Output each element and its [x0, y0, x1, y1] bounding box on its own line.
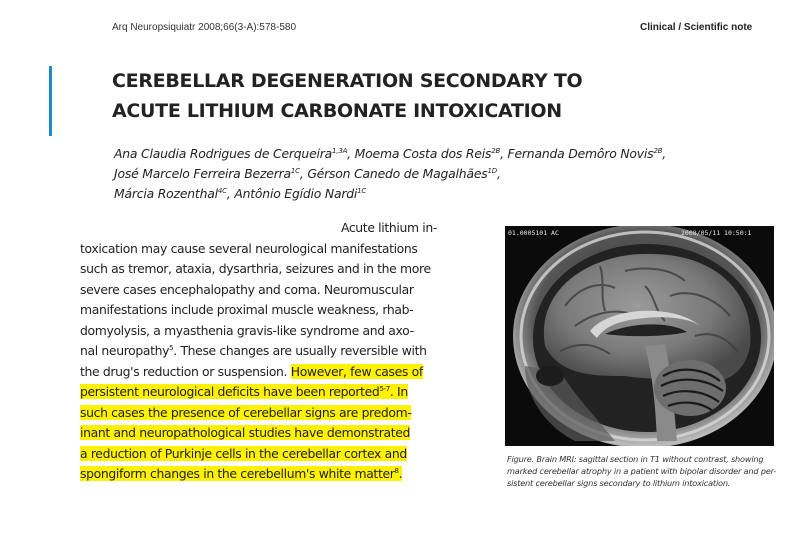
- author-affiliation: 1C: [357, 187, 367, 195]
- citation-ref: 8: [394, 467, 399, 475]
- mri-figure: [505, 226, 774, 446]
- section-label: Clinical / Scientific note: [640, 22, 753, 33]
- body-text-span: .: [398, 466, 403, 481]
- author-affiliation: 2B: [491, 147, 501, 155]
- caption-line: marked cerebellar atrophy in a patient with bipolar disorder and per-: [507, 466, 777, 476]
- body-line: [80, 423, 445, 444]
- highlighted-text: [80, 384, 408, 399]
- figure-caption: [507, 453, 777, 489]
- body-line: such as tremor, ataxia, dysarthria, seizures and in the more: [80, 261, 431, 276]
- body-text-span: persistent neurological deficits have been reported: [80, 384, 380, 399]
- body-line: [80, 341, 445, 362]
- journal-citation: Arq Neuropsiquiatr 2008;66(3-A):578-580: [112, 22, 296, 33]
- author-line: Márcia Rozenthal$^{4C}$, Antônio Egídio Nardi$^{1C}$: [114, 186, 367, 201]
- body-line: domyolysis, a myasthenia gravis-like syndrome and axo-: [80, 322, 414, 338]
- author-affiliation: 1,3A: [332, 147, 348, 155]
- author-name: Fernanda Demôro Novis: [507, 146, 654, 161]
- author-name: Ana Claudia Rodrigues de Cerqueira: [114, 146, 333, 161]
- author-list: [114, 144, 714, 204]
- caption-line: sistent cerebellar signs secondary to lithium intoxication.: [507, 478, 731, 488]
- author-name: Moema Costa dos Reis: [354, 146, 492, 161]
- citation-ref: 5: [169, 344, 174, 352]
- title-line: ACUTE LITHIUM CARBONATE INTOXICATION: [112, 100, 562, 122]
- body-line: severe cases encephalopathy and coma. Neuromuscular: [80, 281, 414, 297]
- mri-overlay-text: 2008/05/11 10:50:1: [681, 229, 752, 237]
- author-name: Márcia Rozenthal: [114, 186, 218, 201]
- body-text-span: the drug's reduction or suspension.: [80, 363, 288, 379]
- body-text-span: . In: [389, 384, 408, 399]
- highlighted-text: such cases the presence of cerebellar signs are predom-: [80, 404, 412, 420]
- author-affiliation: 1D: [487, 167, 497, 175]
- body-line: [80, 362, 445, 383]
- title-accent-bar: [49, 66, 52, 136]
- highlighted-text: However, few cases of: [290, 363, 423, 379]
- highlighted-text: [80, 466, 402, 481]
- body-line: Acute lithium in-: [340, 220, 437, 235]
- highlighted-text: inant and neuropathological studies have demonstrated: [80, 425, 411, 440]
- title-line: CEREBELLAR DEGENERATION SECONDARY TO: [112, 70, 583, 92]
- author-affiliation: 4C: [217, 187, 227, 195]
- author-name: Gérson Canedo de Magalhães: [307, 166, 488, 181]
- body-line: [80, 382, 445, 403]
- author-name: José Marcelo Ferreira Bezerra: [114, 166, 291, 181]
- body-line: manifestations include proximal muscle weakness, rhab-: [80, 302, 414, 317]
- author-name: Antônio Egídio Nardi: [234, 186, 358, 201]
- author-affiliation: 2B: [653, 147, 663, 155]
- mri-image: [505, 226, 774, 446]
- body-line: [80, 444, 445, 465]
- body-text-span: . These changes are usually reversible with: [173, 343, 427, 358]
- article-title: [112, 66, 712, 126]
- body-line: [80, 403, 445, 424]
- caption-line: Figure. Brain MRI: sagittal section in T1 without contrast, showing: [507, 454, 764, 464]
- article-body: [80, 218, 445, 485]
- body-text-span: spongiform changes in the cerebellum's white matter: [80, 466, 395, 481]
- mri-overlay-text: 01.0005101 AC: [508, 229, 559, 237]
- author-line: Ana Claudia Rodrigues de Cerqueira$^{1,3A}$, Moema Costa dos Reis$^{2B}$, Fernanda Demôro Novis$^{2B}$,: [114, 146, 667, 161]
- body-text-span: nal neuropathy: [80, 343, 170, 358]
- body-line: [80, 464, 445, 485]
- citation-ref: 5-7: [379, 385, 390, 393]
- author-affiliation: 1C: [290, 167, 300, 175]
- author-line: José Marcelo Ferreira Bezerra$^{1C}$, Gérson Canedo de Magalhães$^{1D}$,: [114, 166, 501, 181]
- body-line: toxication may cause several neurological manifestations: [80, 240, 418, 256]
- highlighted-text: a reduction of Purkinje cells in the cerebellar cortex and: [80, 445, 407, 461]
